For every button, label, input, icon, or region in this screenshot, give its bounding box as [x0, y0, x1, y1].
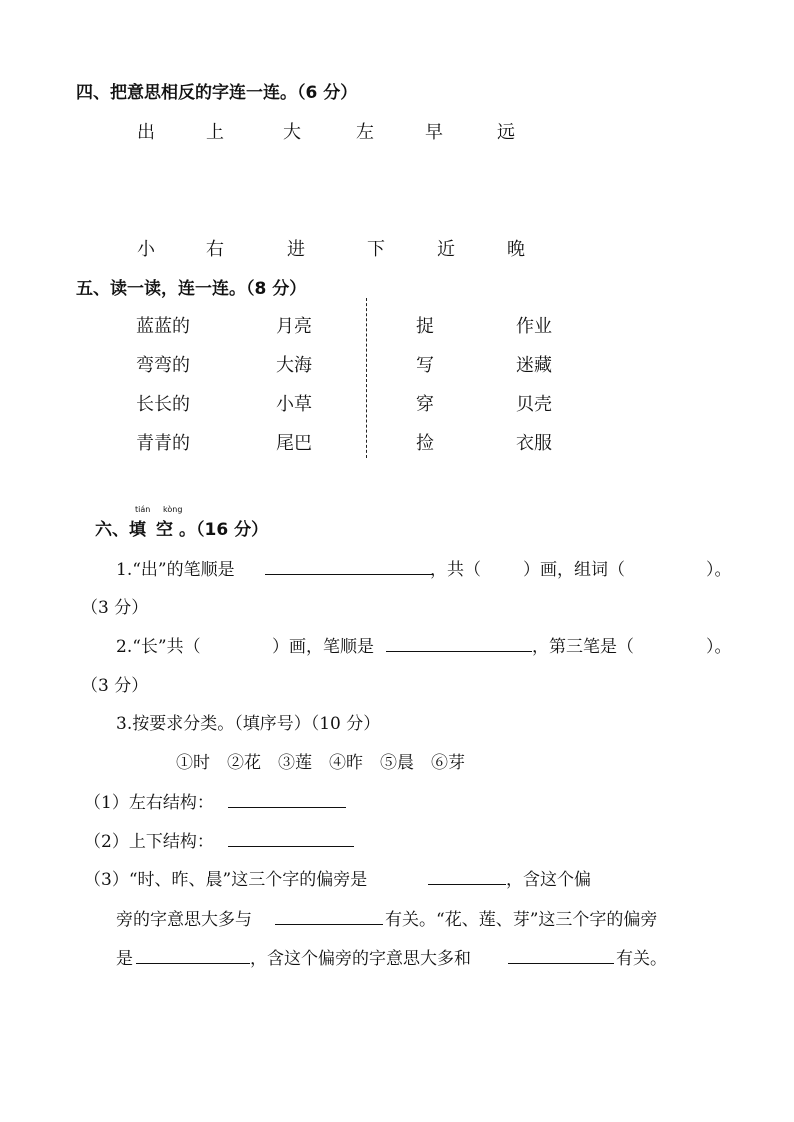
dashed-divider: [366, 298, 367, 458]
q2-score: （3 分）: [81, 676, 149, 696]
section-6-suffix: 。（16 分）: [179, 520, 269, 540]
word-left-b-4: 尾巴: [276, 433, 312, 454]
left-right-structure-blank[interactable]: [228, 806, 346, 808]
word-top-6: 远: [497, 122, 515, 143]
meaning-sun-blank[interactable]: [275, 923, 383, 925]
word-left-b-3: 小草: [276, 394, 312, 415]
q3-line-3b: ，含这个偏: [506, 870, 591, 890]
word-right-a-3: 穿: [416, 394, 434, 415]
word-bottom-5: 近: [437, 239, 455, 260]
word-left-b-1: 月亮: [276, 316, 312, 337]
q3-line-4a: 旁的字意思大多与: [116, 910, 252, 930]
word-bottom-2: 右: [206, 239, 224, 260]
q2-text-c: ，第三笔是（: [532, 637, 634, 657]
radical-sun-blank[interactable]: [428, 883, 506, 885]
word-top-1: 出: [137, 122, 155, 143]
q2-text-a: 2.“长”共（: [116, 637, 201, 657]
word-right-b-1: 作业: [516, 316, 552, 337]
q3-title: 3.按要求分类。（填序号）（10 分）: [116, 714, 381, 734]
q1-text-b: ，共（: [430, 560, 481, 580]
q3-line-1: （1）左右结构：: [84, 793, 214, 813]
q1-text-c: ）画，组词（: [523, 560, 625, 580]
top-bottom-structure-blank[interactable]: [228, 845, 354, 847]
q1-score: （3 分）: [81, 598, 149, 618]
word-left-b-2: 大海: [276, 355, 312, 376]
q1-text-a: 1.“出”的笔顺是: [116, 560, 235, 580]
word-left-a-2: 弯弯的: [136, 355, 190, 376]
q2-text-d: ）。: [706, 637, 732, 657]
q3-line-2: （2）上下结构：: [84, 832, 214, 852]
section-6-char-1: 填: [129, 520, 146, 540]
word-right-a-1: 捉: [416, 316, 434, 337]
word-top-3: 大: [283, 122, 301, 143]
q3-line-5a: 是: [116, 949, 133, 969]
word-left-a-4: 青青的: [136, 433, 190, 454]
q3-line-5b: ，含这个偏旁的字意思大多和: [250, 949, 471, 969]
section-6-title: [95, 515, 268, 540]
q3-options: ①时 ②花 ③莲 ④昨 ⑤晨 ⑥芽: [176, 753, 465, 773]
word-right-a-2: 写: [416, 355, 434, 376]
word-left-a-3: 长长的: [136, 394, 190, 415]
word-top-5: 早: [425, 122, 443, 143]
meaning-grass-blank[interactable]: [508, 962, 614, 964]
q3-line-5c: 有关。: [616, 949, 667, 969]
section-6-char-2: 空: [156, 520, 173, 540]
word-top-4: 左: [356, 122, 374, 143]
q2-text-b: ）画，笔顺是: [272, 637, 374, 657]
word-right-a-4: 捡: [416, 433, 434, 454]
radical-grass-blank[interactable]: [136, 962, 250, 964]
q2-stroke-order-blank[interactable]: [386, 650, 532, 652]
word-top-2: 上: [206, 122, 224, 143]
word-bottom-3: 进: [287, 239, 305, 260]
word-bottom-1: 小: [137, 239, 155, 260]
section-6-prefix: 六、: [95, 520, 129, 540]
word-right-b-2: 迷藏: [516, 355, 552, 376]
q1-stroke-order-blank[interactable]: [265, 573, 432, 575]
q3-line-3a: （3）“时、昨、晨”这三个字的偏旁是: [84, 870, 368, 890]
pinyin-tian: tián: [135, 505, 151, 514]
word-bottom-4: 下: [367, 239, 385, 260]
q1-text-d: ）。: [706, 560, 732, 580]
word-right-b-3: 贝壳: [516, 394, 552, 415]
word-bottom-6: 晚: [507, 239, 525, 260]
section-5-title: 五、读一读，连一连。（8 分）: [76, 279, 307, 299]
word-left-a-1: 蓝蓝的: [136, 316, 190, 337]
word-right-b-4: 衣服: [516, 433, 552, 454]
q3-line-4b: 有关。“花、莲、芽”这三个字的偏旁: [385, 910, 658, 930]
pinyin-kong: kòng: [163, 505, 183, 514]
section-4-title: 四、把意思相反的字连一连。（6 分）: [76, 83, 358, 103]
